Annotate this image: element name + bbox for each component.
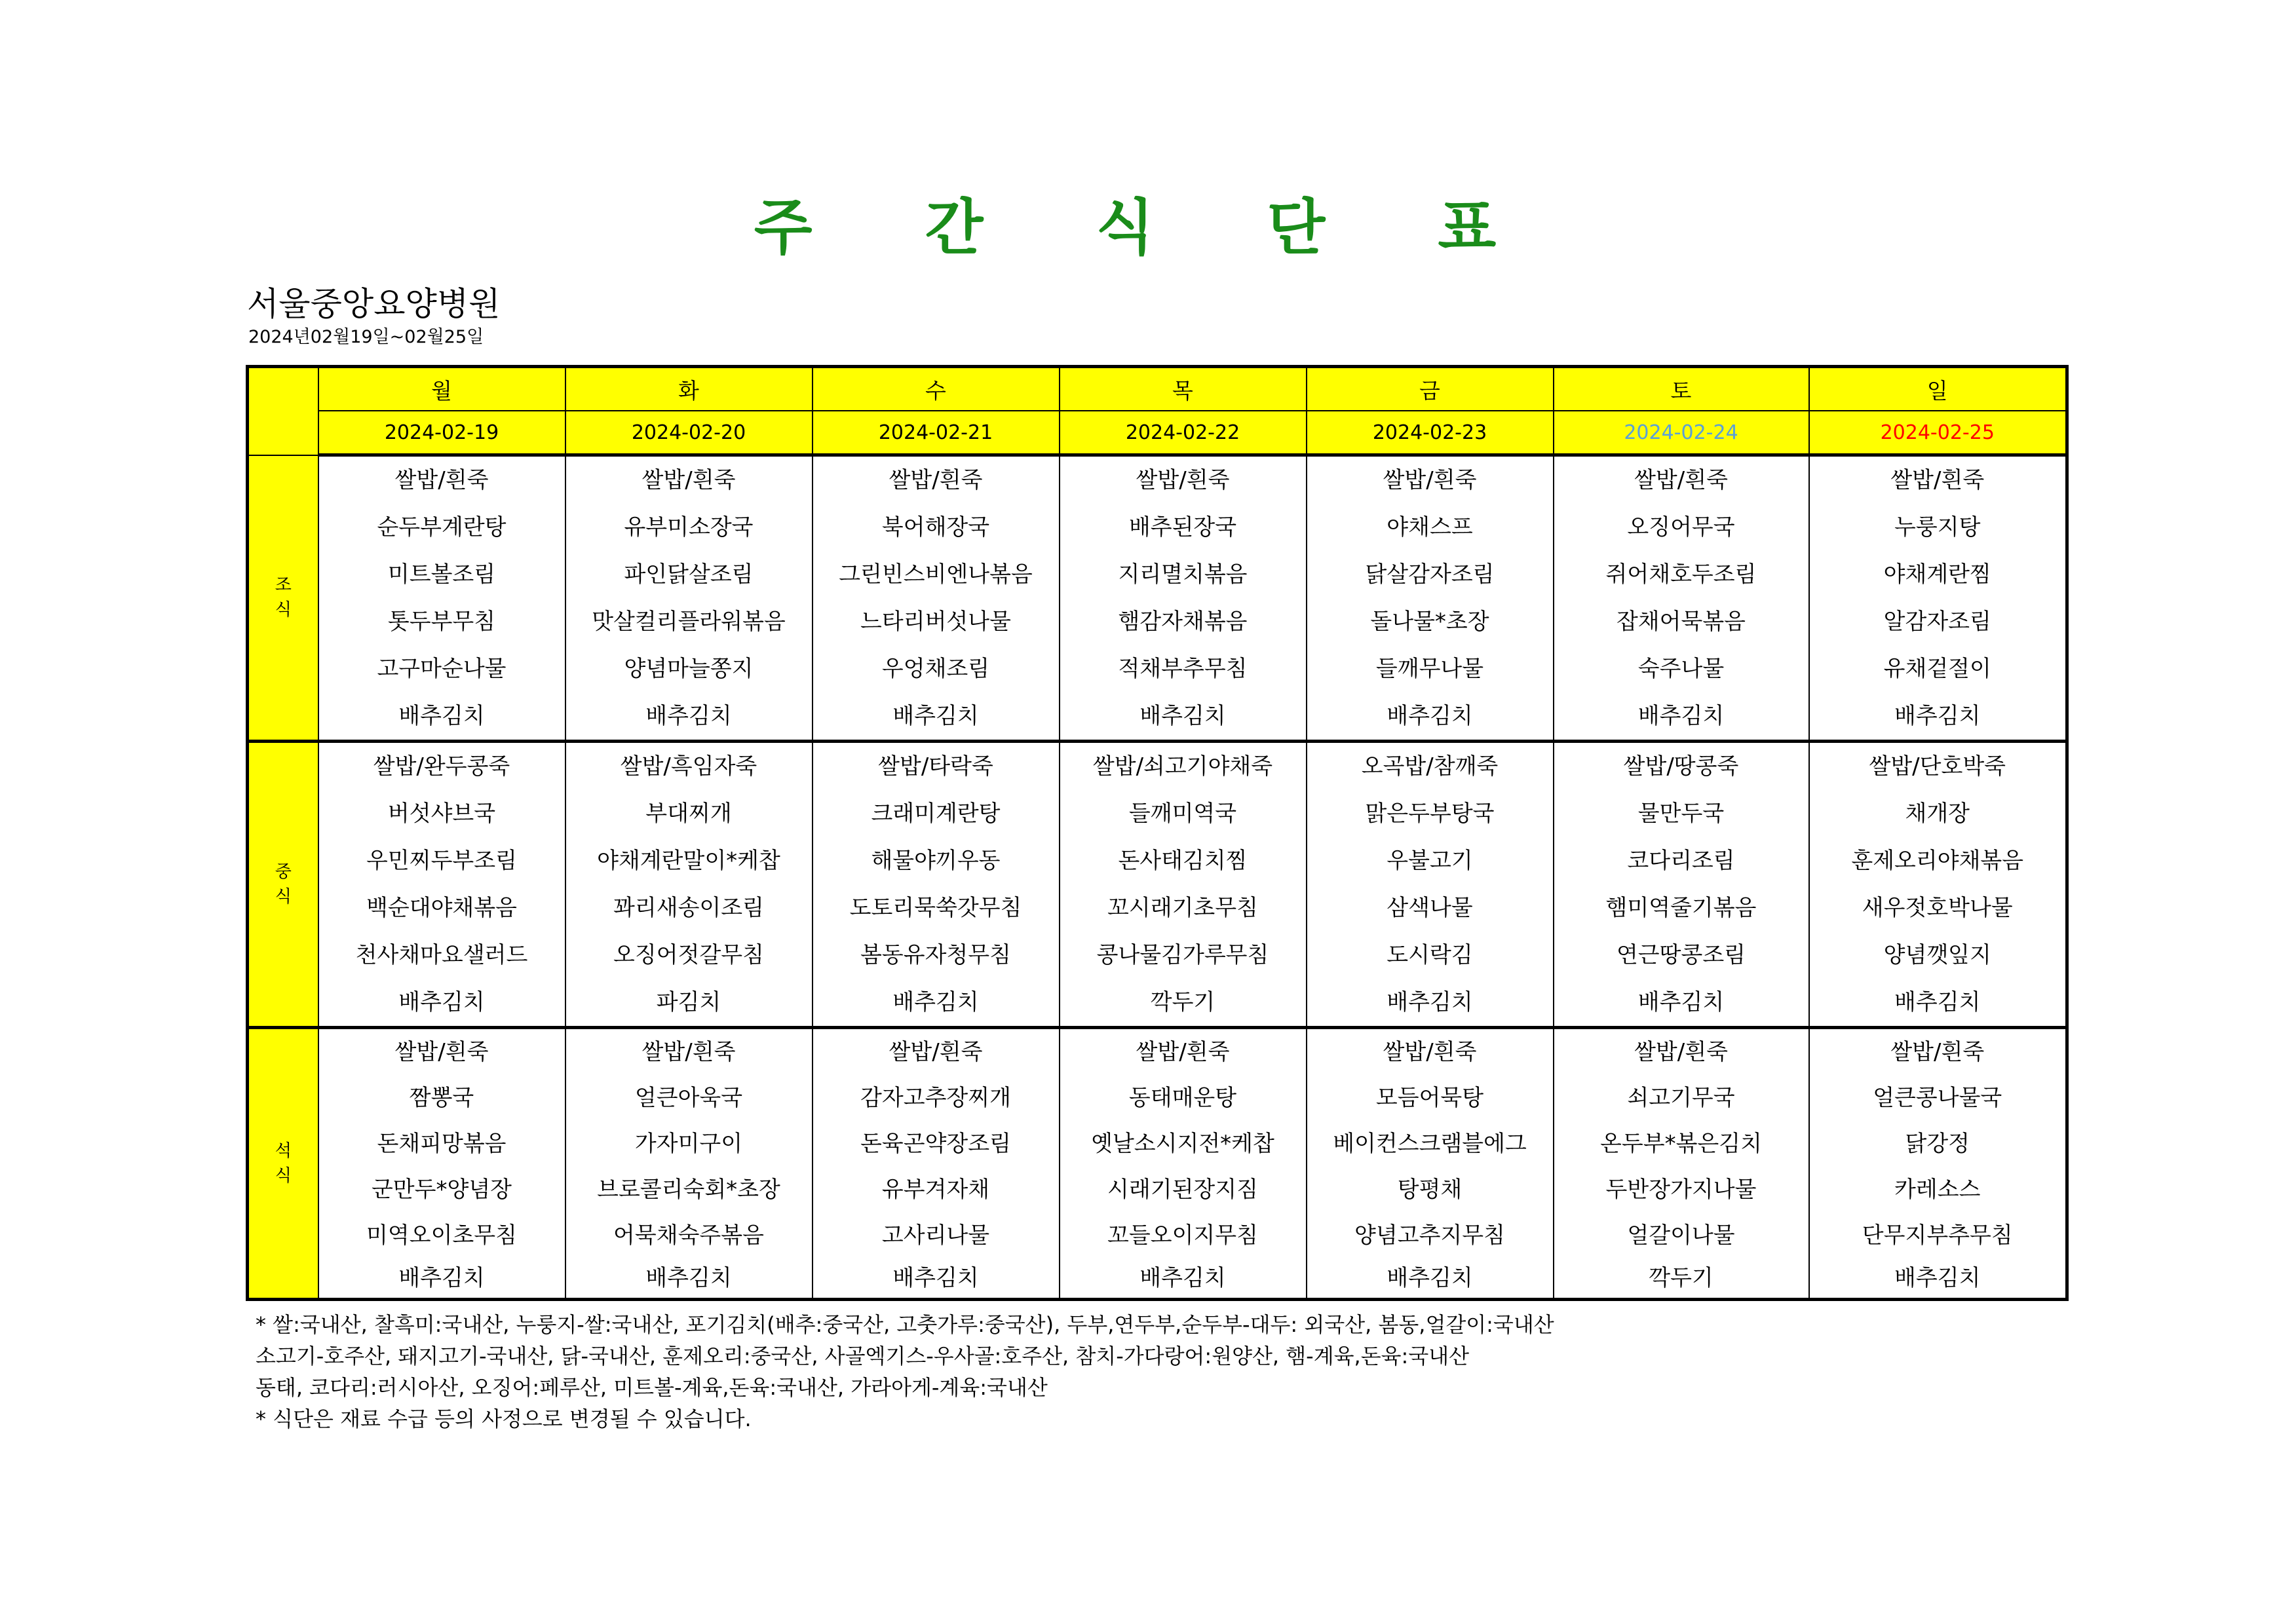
dish-item: 가자미구이	[634, 1131, 743, 1157]
dish-item: 크래미계란탕	[871, 801, 1001, 827]
menu-cell	[1809, 455, 2067, 742]
page-title: 주 간 식 단 표	[754, 193, 1542, 263]
dish-item: 브로콜리숙회*초장	[597, 1177, 780, 1203]
menu-cell	[1307, 1028, 1554, 1300]
dish-item: 들깨무나물	[1375, 656, 1484, 682]
dish-item: 우민찌두부조림	[366, 848, 517, 874]
dish-item: 얼큰콩나물국	[1873, 1085, 2002, 1111]
dish-item: 오곡밥/참깨죽	[1361, 753, 1499, 780]
dish-item: 야채계란찜	[1883, 561, 1991, 588]
date-header: 2024-02-24	[1554, 411, 1809, 455]
menu-cell	[318, 742, 565, 1028]
dish-item: 쌀밥/흰죽	[1136, 467, 1230, 493]
dish-item: 도시락김	[1387, 942, 1473, 968]
dish-item: 배추김치	[398, 989, 485, 1015]
meal-label	[248, 455, 318, 742]
date-header-row	[248, 411, 2067, 455]
meal-label-top: 조	[275, 575, 292, 595]
menu-cell	[1307, 455, 1554, 742]
dish-item: 쥐어채호두조림	[1605, 561, 1757, 588]
dish-item: 꼬들오이지무침	[1107, 1222, 1258, 1249]
dish-item: 얼큰아욱국	[634, 1085, 743, 1111]
menu-cell	[318, 455, 565, 742]
dish-item: 쌀밥/흑임자죽	[620, 753, 757, 780]
dish-item: 배추김치	[398, 703, 485, 729]
dish-item: 돌나물*초장	[1370, 609, 1489, 635]
dish-item: 우불고기	[1387, 848, 1473, 874]
dish-item: 야채계란말이*케찹	[597, 848, 780, 874]
dish-item: 배추김치	[1637, 989, 1725, 1015]
dish-item: 버섯샤브국	[387, 801, 496, 827]
weekly-menu-table	[246, 365, 2069, 1301]
dish-item: 연근땅콩조림	[1616, 942, 1746, 968]
dish-item: 삼색나물	[1387, 895, 1473, 921]
dish-item: 배추김치	[892, 703, 979, 729]
weekday-header: 금	[1307, 367, 1554, 411]
meal-row-dinner	[248, 1028, 2067, 1300]
dish-item: 그린빈스비엔나볶음	[839, 561, 1033, 588]
menu-cell	[1809, 1028, 2067, 1300]
dish-item: 천사채마요샐러드	[355, 942, 528, 968]
dish-item: 유부미소장국	[624, 514, 754, 540]
menu-cell	[1060, 1028, 1307, 1300]
weekday-header: 수	[813, 367, 1060, 411]
dish-item: 맛살컬리플라워볶음	[592, 609, 786, 635]
dish-item: 쌀밥/흰죽	[641, 1039, 736, 1065]
dish-item: 온두부*볶은김치	[1600, 1131, 1762, 1157]
dish-item: 콩나물김가루무침	[1096, 942, 1269, 968]
dish-item: 물만두국	[1637, 801, 1725, 827]
dish-item: 꼬시래기초무침	[1107, 895, 1258, 921]
menu-cell	[1060, 455, 1307, 742]
menu-cell	[1554, 455, 1809, 742]
header-corner	[248, 367, 318, 455]
note-line: 동태, 코다리:러시아산, 오징어:페루산, 미트볼-계육,돈육:국내산, 가라아게-계육:국내산	[256, 1375, 1048, 1400]
date-header: 2024-02-25	[1809, 411, 2067, 455]
dish-item: 햄감자채볶음	[1118, 609, 1248, 635]
meal-row-lunch	[248, 742, 2067, 1028]
dish-item: 단무지부추무침	[1862, 1222, 2013, 1249]
meal-label	[248, 1028, 318, 1300]
dish-item: 옛날소시지전*케찹	[1091, 1131, 1274, 1157]
dish-item: 쌀밥/흰죽	[889, 467, 983, 493]
dish-item: 미역오이초무침	[366, 1222, 517, 1249]
dish-item: 순두부계란탕	[377, 514, 507, 540]
dish-item: 쌀밥/흰죽	[889, 1039, 983, 1065]
dish-item: 쌀밥/타락죽	[878, 753, 993, 780]
dish-item: 배추김치	[645, 703, 732, 729]
dish-item: 고구마순나물	[377, 656, 507, 682]
weekday-header: 일	[1809, 367, 2067, 411]
dish-item: 지리멸치볶음	[1118, 561, 1248, 588]
dish-item: 백순대야채볶음	[366, 895, 517, 921]
dish-item: 해물야끼우동	[871, 848, 1001, 874]
menu-period: 2024년02월19일~02월25일	[248, 327, 484, 347]
dish-item: 새우젓호박나물	[1862, 895, 2013, 921]
dish-item: 짬뽕국	[409, 1085, 474, 1111]
origin-notes	[256, 1309, 1554, 1435]
menu-cell	[318, 1028, 565, 1300]
dish-item: 쌀밥/흰죽	[641, 467, 736, 493]
menu-cell	[1307, 742, 1554, 1028]
dish-item: 유채겉절이	[1883, 656, 1991, 682]
dish-item: 파인닭살조림	[624, 561, 754, 588]
dish-item: 배추김치	[1894, 703, 1981, 729]
menu-cell	[1060, 742, 1307, 1028]
dish-item: 숙주나물	[1637, 656, 1725, 682]
dish-item: 쌀밥/흰죽	[1383, 1039, 1477, 1065]
dish-item: 동태매운탕	[1128, 1085, 1237, 1111]
date-header: 2024-02-21	[813, 411, 1060, 455]
dish-item: 들깨미역국	[1128, 801, 1237, 827]
dish-item: 파김치	[656, 989, 721, 1015]
dish-item: 우엉채조림	[881, 656, 990, 682]
dish-item: 쌀밥/흰죽	[1890, 1039, 1985, 1065]
dish-item: 배추김치	[1894, 1265, 1981, 1291]
dish-item: 모듬어묵탕	[1375, 1085, 1484, 1111]
menu-cell	[1554, 1028, 1809, 1300]
dish-item: 쌀밥/흰죽	[394, 1039, 489, 1065]
meal-label	[248, 742, 318, 1028]
dish-item: 양념마늘쫑지	[624, 656, 754, 682]
dish-item: 배추김치	[1139, 703, 1226, 729]
dish-item: 쌀밥/흰죽	[1383, 467, 1477, 493]
weekday-header: 목	[1060, 367, 1307, 411]
menu-cell	[565, 455, 813, 742]
note-line: 소고기-호주산, 돼지고기-국내산, 닭-국내산, 훈제오리:중국산, 사골엑기스-우사골:호주산, 참치-가다랑어:원양산, 햄-계육,돈육:국내산	[256, 1344, 1470, 1369]
meal-row-breakfast	[248, 455, 2067, 742]
menu-cell	[1554, 742, 1809, 1028]
weekday-header: 화	[565, 367, 813, 411]
dish-item: 오징어무국	[1627, 514, 1735, 540]
dish-item: 양념깻잎지	[1883, 942, 1991, 968]
dish-item: 쇠고기무국	[1627, 1085, 1735, 1111]
dish-item: 고사리나물	[881, 1222, 990, 1249]
meal-label-bottom: 식	[275, 887, 292, 907]
dish-item: 오징어젓갈무침	[613, 942, 764, 968]
weekday-header-row	[248, 367, 2067, 411]
dish-item: 맑은두부탕국	[1365, 801, 1495, 827]
dish-item: 배추된장국	[1128, 514, 1237, 540]
dish-item: 얼갈이나물	[1627, 1222, 1735, 1249]
dish-item: 쌀밥/흰죽	[394, 467, 489, 493]
weekday-header: 월	[318, 367, 565, 411]
dish-item: 배추김치	[1637, 703, 1725, 729]
dish-item: 배추김치	[645, 1265, 732, 1291]
dish-item: 느타리버섯나물	[860, 609, 1011, 635]
dish-item: 두반장가지나물	[1605, 1177, 1757, 1203]
dish-item: 깍두기	[1150, 989, 1215, 1015]
dish-item: 쌀밥/쇠고기야채죽	[1092, 753, 1273, 780]
dish-item: 배추김치	[398, 1265, 485, 1291]
dish-item: 감자고추장찌개	[860, 1085, 1011, 1111]
dish-item: 카레소스	[1894, 1177, 1981, 1203]
dish-item: 깍두기	[1649, 1265, 1713, 1291]
menu-cell	[565, 1028, 813, 1300]
date-header: 2024-02-22	[1060, 411, 1307, 455]
date-header: 2024-02-20	[565, 411, 813, 455]
menu-cell	[813, 1028, 1060, 1300]
dish-item: 닭살감자조림	[1365, 561, 1495, 588]
dish-item: 쌀밥/흰죽	[1890, 467, 1985, 493]
dish-item: 어묵채숙주볶음	[613, 1222, 764, 1249]
dish-item: 양념고추지무침	[1354, 1222, 1505, 1249]
dish-item: 배추김치	[1387, 1265, 1473, 1291]
dish-item: 쌀밥/완두콩죽	[373, 753, 510, 780]
dish-item: 북어해장국	[881, 514, 990, 540]
dish-item: 야채스프	[1387, 514, 1473, 540]
meal-label-bottom: 식	[275, 600, 292, 620]
dish-item: 군만두*양념장	[371, 1177, 512, 1203]
dish-item: 닭강정	[1905, 1131, 1970, 1157]
dish-item: 적채부추무침	[1118, 656, 1248, 682]
dish-item: 누룽지탕	[1894, 514, 1981, 540]
dish-item: 배추김치	[892, 1265, 979, 1291]
dish-item: 돈육곤약장조림	[860, 1131, 1011, 1157]
dish-item: 채개장	[1905, 801, 1970, 827]
dish-item: 톳두부무침	[387, 609, 496, 635]
date-header: 2024-02-19	[318, 411, 565, 455]
dish-item: 알감자조림	[1883, 609, 1991, 635]
dish-item: 배추김치	[1894, 989, 1981, 1015]
dish-item: 도토리묵쑥갓무침	[849, 895, 1022, 921]
dish-item: 미트볼조림	[387, 561, 496, 588]
dish-item: 부대찌개	[645, 801, 732, 827]
dish-item: 잡채어묵볶음	[1616, 609, 1746, 635]
dish-item: 쌀밥/흰죽	[1136, 1039, 1230, 1065]
dish-item: 쌀밥/땅콩죽	[1623, 753, 1739, 780]
dish-item: 유부겨자채	[881, 1177, 990, 1203]
dish-item: 꽈리새송이조림	[613, 895, 764, 921]
hospital-name: 서울중앙요양병원	[247, 285, 501, 323]
dish-item: 훈제오리야채볶음	[1851, 848, 2024, 874]
meal-label-top: 중	[275, 862, 292, 882]
dish-item: 배추김치	[892, 989, 979, 1015]
meal-label-bottom: 식	[275, 1166, 292, 1186]
note-line: * 쌀:국내산, 찰흑미:국내산, 누룽지-쌀:국내산, 포기김치(배추:중국산, 고춧가루:중국산), 두부,연두부,순두부-대두: 외국산, 봄동,얼갈이:국내산	[256, 1312, 1554, 1337]
dish-item: 코다리조림	[1627, 848, 1735, 874]
date-header: 2024-02-23	[1307, 411, 1554, 455]
dish-item: 햄미역줄기볶음	[1605, 895, 1757, 921]
weekday-header: 토	[1554, 367, 1809, 411]
dish-item: 돈채피망볶음	[377, 1131, 507, 1157]
dish-item: 시래기된장지짐	[1107, 1177, 1258, 1203]
dish-item: 탕평채	[1397, 1177, 1463, 1203]
menu-cell	[565, 742, 813, 1028]
dish-item: 배추김치	[1139, 1265, 1226, 1291]
dish-item: 배추김치	[1387, 703, 1473, 729]
meal-label-top: 석	[275, 1141, 292, 1161]
dish-item: 베이컨스크램블에그	[1333, 1131, 1527, 1157]
menu-cell	[1809, 742, 2067, 1028]
dish-item: 봄동유자청무침	[860, 942, 1011, 968]
dish-item: 배추김치	[1387, 989, 1473, 1015]
dish-item: 쌀밥/흰죽	[1634, 467, 1728, 493]
dish-item: 돈사태김치찜	[1118, 848, 1248, 874]
menu-cell	[813, 742, 1060, 1028]
note-line: * 식단은 재료 수급 등의 사정으로 변경될 수 있습니다.	[256, 1407, 752, 1431]
dish-item: 쌀밥/단호박죽	[1869, 753, 2006, 780]
dish-item: 쌀밥/흰죽	[1634, 1039, 1728, 1065]
menu-cell	[813, 455, 1060, 742]
